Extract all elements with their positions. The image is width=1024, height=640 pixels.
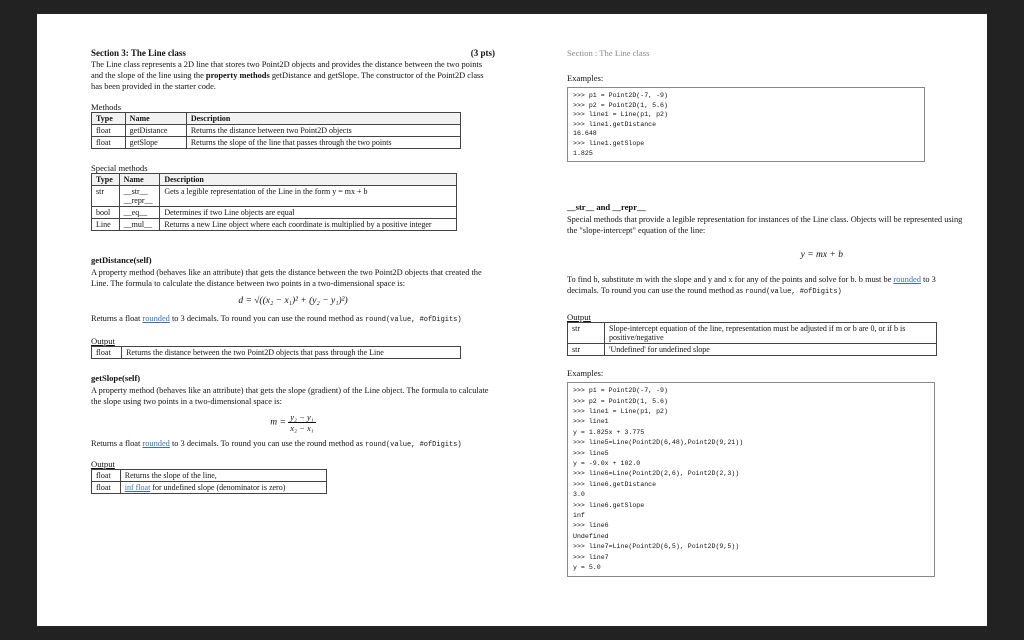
code-line: >>> line7=Line(Point2D(6,5), Point2D(9,5)): [573, 543, 740, 551]
getslope-description: A property method (behaves like an attribute) that gets the slope (gradient) of the Line object. The formula to calculate the slope using two points in a two-dimensional space is:: [91, 386, 489, 406]
special-cell: __eq__: [119, 207, 160, 219]
code-line: >>> p2 = Point2D(1, 5.6): [573, 101, 668, 109]
special-cell: __str__ __repr__: [119, 186, 160, 207]
rounded-link[interactable]: rounded: [142, 439, 170, 448]
section-title: Section 3: The Line class: [91, 48, 186, 58]
code-line: >>> p2 = Point2D(1, 5.6): [573, 397, 668, 405]
returns-text: Returns a float: [91, 314, 143, 323]
code-line: 3.0: [573, 491, 585, 499]
examples-label: Examples:: [567, 73, 604, 83]
special-cell: __mul__: [119, 219, 160, 231]
getdistance-returns: [91, 313, 495, 326]
getdistance-title: getDistance(self): [91, 255, 152, 265]
code-line: >>> line1 = Line(p1, p2): [573, 111, 668, 119]
methods-cell: float: [92, 137, 126, 149]
intro-text-1: The Line class represents a 2D line that stores two Point2D objects and provides the distance between the two points and the slope of the line using the: [91, 60, 482, 80]
code-line: >>> line6.getDistance: [573, 480, 657, 488]
special-header-description: Description: [160, 174, 457, 186]
methods-header-type: Type: [92, 113, 126, 125]
find-b-text-2: to 3 decimals. To round you can use the round method as: [567, 275, 936, 296]
code-line: >>> line5=Line(Point2D(6,48),Point2D(9,21)): [573, 439, 744, 447]
code-line: >>> line6.getSlope: [573, 501, 645, 509]
special-methods-label: Special methods: [91, 163, 148, 173]
code-line: >>> line1.getSlope: [573, 139, 645, 147]
getdistance-description: A property method (behaves like an attribute) that gets the distance between the two Point2D objects that created the Line. The formula to calculate the distance between two points in a two-dimensional space is:: [91, 268, 482, 288]
round-code: round(value, #ofDigits): [364, 441, 462, 449]
special-cell: Determines if two Line objects are equal: [160, 207, 457, 219]
section-header-muted: Section : The Line class: [567, 48, 650, 58]
output-type: float: [92, 482, 121, 494]
section-header: [91, 48, 495, 58]
output-label: Output: [91, 336, 115, 346]
code-line: inf: [573, 512, 585, 520]
rounded-link[interactable]: rounded: [893, 275, 921, 285]
code-line: >>> line1: [573, 418, 609, 426]
slope-m: m =: [270, 417, 286, 428]
methods-row: [92, 125, 461, 137]
output-type: str: [568, 323, 605, 344]
code-line: >>> p1 = Point2D(-7, -9): [573, 387, 668, 395]
special-cell: str: [92, 186, 120, 207]
methods-header-description: Description: [186, 113, 460, 125]
methods-cell: Returns the distance between two Point2D objects: [186, 125, 460, 137]
code-line: 16.648: [573, 130, 597, 138]
intro-bold: property methods: [205, 71, 270, 80]
code-line: y = -9.0x + 102.0: [573, 460, 641, 467]
rounded-link[interactable]: rounded: [142, 314, 170, 323]
examples-label-2: Examples:: [567, 368, 604, 379]
code-line: 1.825: [573, 149, 593, 157]
output-description: Returns the distance between the two Point2D objects that pass through the Line: [122, 347, 461, 359]
slope-intercept-formula: y = mx + b: [800, 250, 843, 261]
example-code-box-1: [567, 87, 925, 162]
str-repr-title: __str__ and __repr__: [567, 202, 646, 213]
slope-fraction: [288, 412, 315, 433]
example-code-box-2: [567, 382, 935, 577]
special-row: [92, 219, 457, 231]
special-cell: bool: [92, 207, 120, 219]
left-column: [91, 48, 495, 494]
distance-formula: d = √((x₂ − x₁)² + (y₂ − y₁)²): [238, 296, 348, 306]
output-type: float: [92, 470, 121, 482]
special-methods-table: [91, 173, 457, 231]
methods-table: [91, 112, 461, 149]
code-line: >>> p1 = Point2D(-7, -9): [573, 92, 668, 99]
special-cell: Gets a legible representation of the Line in the form y = mx + b: [160, 186, 457, 207]
inf-float-link[interactable]: inf float: [124, 483, 151, 492]
methods-cell: getSlope: [125, 137, 186, 149]
methods-header-name: Name: [125, 113, 186, 125]
getslope-output-table: [91, 469, 327, 494]
code-line: >>> line5: [573, 449, 609, 457]
returns-text-2: to 3 decimals. To round you can use the round method as: [169, 314, 365, 323]
code-line: y = 1.825x + 3.775: [573, 428, 645, 436]
round-code: round(value, #ofDigits): [364, 316, 462, 324]
document-page: [37, 14, 987, 626]
output-label: Output: [91, 459, 115, 469]
slope-numerator: y₂ − y₁: [290, 412, 314, 422]
output-label: Output: [567, 312, 591, 323]
returns-text-2: to 3 decimals. To round you can use the round method as: [169, 439, 365, 448]
code-line: y = 5.0: [573, 564, 601, 572]
code-line: >>> line1 = Line(p1, p2): [573, 407, 668, 415]
output-type: float: [92, 347, 122, 359]
methods-cell: Returns the slope of the line that passes through the two points: [186, 137, 460, 149]
str-repr-output-table: [567, 322, 937, 356]
code-line: Undefined: [573, 532, 609, 540]
output-description: 'Undefined' for undefined slope: [605, 344, 937, 356]
code-line: >>> line6: [573, 522, 609, 530]
section-points: (3 pts): [470, 48, 495, 58]
code-line: >>> line6=Line(Point2D(2,6), Point2D(2,3)): [573, 470, 740, 478]
special-cell: Line: [92, 219, 120, 231]
special-row: [92, 186, 457, 207]
output-description: [120, 482, 326, 494]
output-description: Returns the slope of the line,: [120, 470, 326, 482]
special-header-name: Name: [119, 174, 160, 186]
intro-text-2: getDistance and getSlope. The constructor of the Point2D class has been provided in the starter code.: [91, 71, 484, 91]
intro-paragraph: [91, 59, 495, 92]
getslope-returns: [91, 438, 495, 451]
output-type: str: [568, 344, 605, 356]
right-column: [567, 48, 963, 577]
methods-row: [92, 137, 461, 149]
special-cell: Returns a new Line object where each coordinate is multiplied by a positive integer: [160, 219, 457, 231]
str-repr-description: Special methods that provide a legible representation for instances of the Line class. Objects will be represented using the "slope-intercept" equation of the line:: [567, 215, 963, 236]
inf-float-rest: for undefined slope (denominator is zero): [150, 483, 286, 492]
slope-formula: [91, 412, 495, 433]
methods-label: Methods: [91, 102, 122, 112]
methods-cell: float: [92, 125, 126, 137]
special-row: [92, 207, 457, 219]
code-line: >>> line7: [573, 553, 609, 561]
round-code: round(value, #ofDigits): [745, 288, 842, 297]
getdistance-output-table: [91, 346, 461, 359]
find-b-text: To find b, substitute m with the slope and y and x for any of the points and solve for b. b must be: [567, 275, 894, 285]
special-header-type: Type: [92, 174, 120, 186]
methods-cell: getDistance: [125, 125, 186, 137]
output-description: Slope-intercept equation of the line, representation must be adjusted if m or b are 0, or if b is positive/negative: [605, 323, 937, 344]
find-b-paragraph: [567, 274, 963, 298]
getslope-title: getSlope(self): [91, 373, 141, 383]
slope-denominator: x₂ − x₁: [290, 423, 314, 433]
returns-text: Returns a float: [91, 439, 143, 448]
code-line: >>> line1.getDistance: [573, 120, 657, 128]
